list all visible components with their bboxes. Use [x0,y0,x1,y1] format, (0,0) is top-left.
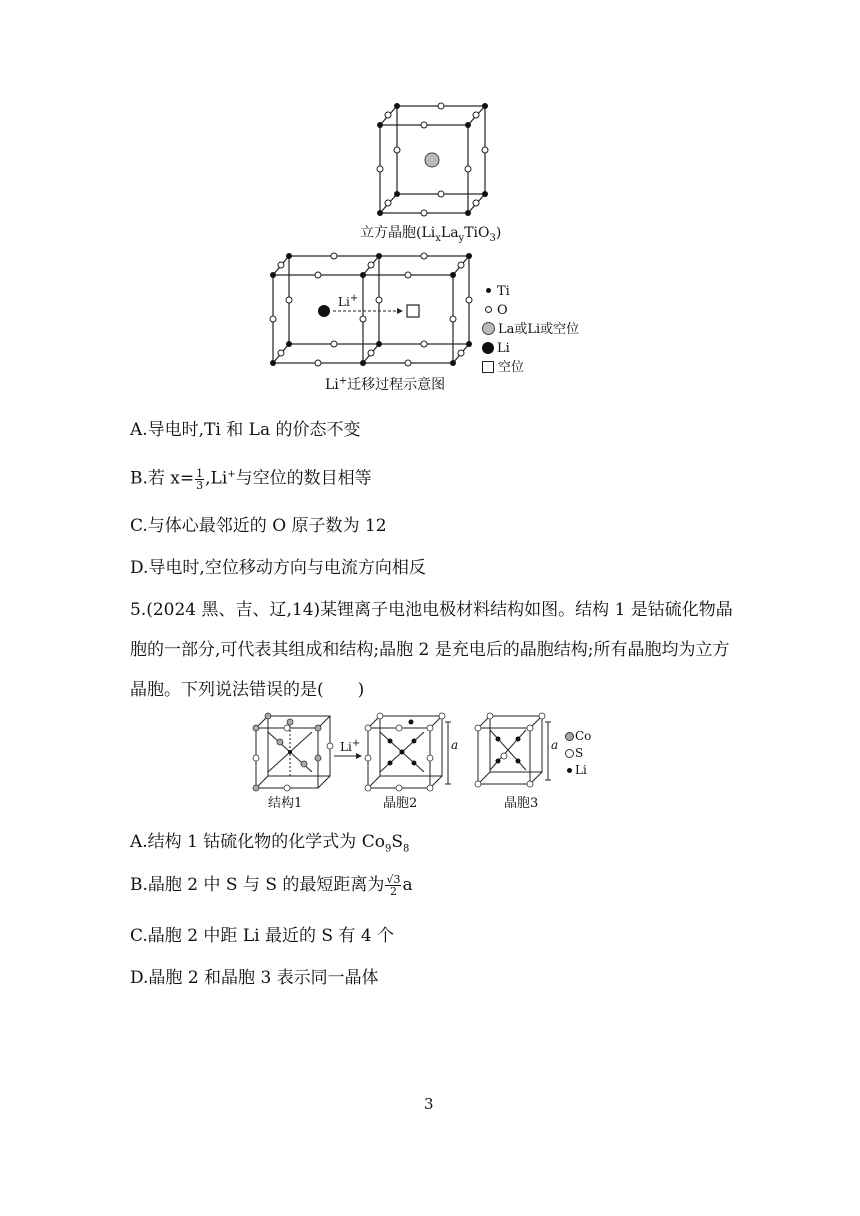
legend-li-label: Li [497,341,510,356]
q4-option-d: D.导电时,空位移动方向与电流方向相反 [130,558,426,578]
legend-la-label: La或Li或空位 [498,322,580,337]
q5-option-d: D.晶胞 2 和晶胞 3 表示同一晶体 [130,968,379,988]
q5-stem: 5.(2024 黑、吉、辽,14)某锂离子电池电极材料结构如图。结构 1 是钴硫化物晶胞的一部分,可代表其组成和结构;晶胞 2 是充电后的晶胞结构;所有晶胞均为立方晶胞。下列说法错误的是( ) [130,600,733,700]
q5-structures-figure [250,712,560,792]
caption-close: ) [495,225,502,241]
frac-den: 3 [196,478,204,492]
q5-a-prefix: A.结构 1 钴硫化物的化学式为 Co [130,832,385,852]
caption-li: Li [325,377,339,393]
cubic-cell-caption [360,222,501,244]
q5-b-prefix: B.晶胞 2 中 S 与 S 的最短距离为 [130,875,385,895]
dot-small-white-icon [485,306,492,313]
dot-gray-icon [565,732,574,741]
legend-s-label: S [575,746,584,760]
caption-la: La [440,225,459,241]
dot-white-icon [565,749,574,758]
caption-text: 立方晶胞(Li [360,225,436,241]
frac-den: 2 [389,885,397,898]
legend-la-li-vacancy [482,320,579,339]
dot-gray-icon [482,322,495,335]
cell3-edge-a: a [551,738,559,752]
caption-li-sup: + [338,375,348,387]
legend-li [482,339,579,358]
legend-vacancy [482,358,579,377]
caption-tio: TiO [464,225,490,241]
figure2-legend [482,282,579,377]
fraction-one-third [195,468,204,491]
fraction-sqrt3-over-2 [385,874,401,897]
caption-rest: 迁移过程示意图 [347,377,446,393]
li-arrow-label [338,293,358,309]
legend-co [565,728,591,745]
arrow-label-sup: + [349,293,359,304]
q5-b-suffix: a [402,875,413,895]
caption-sub-3: 3 [489,232,496,244]
q4-option-c: C.与体心最邻近的 O 原子数为 12 [130,516,387,536]
dot-large-black-icon [482,342,494,354]
q5-a-s: S [391,832,403,852]
li-migration-caption [325,374,445,394]
q5-arrow-li-text: Li [340,740,352,754]
legend-vacancy-label: 空位 [498,360,525,375]
square-vacancy-icon [482,361,494,373]
frac-num: 1 [196,466,204,480]
q4-option-b [130,463,372,491]
legend-li [565,762,591,779]
dot-black-icon [567,768,572,773]
q4-b-prefix: B.若 x= [130,468,195,489]
legend-o-label: O [497,303,508,318]
frac-num: √3 [386,873,401,886]
page-number: 3 [424,1095,434,1113]
q5-option-c: C.晶胞 2 中距 Li 最近的 S 有 4 个 [130,926,395,946]
legend-co-label: Co [575,729,592,743]
q4-b-sup: + [227,469,236,480]
label-cell3: 晶胞3 [504,796,539,811]
legend-s [565,745,591,762]
legend-o [482,301,579,320]
cubic-cell-figure [370,100,500,220]
q4-b-li: ,Li [205,468,228,489]
cell2-edge-a: a [451,738,459,752]
li-migration-figure [265,250,480,370]
arrow-label-li: Li [338,295,350,309]
caption-sub-x: x [435,232,441,244]
q5-arrow-li-sup: + [351,738,361,749]
label-cell2: 晶胞2 [383,796,418,811]
q4-option-a: A.导电时,Ti 和 La 的价态不变 [130,420,361,440]
legend-li-label: Li [575,763,587,777]
q5-arrow-li [340,738,360,754]
dot-small-black-icon [486,288,491,293]
caption-sub-y: y [458,232,465,244]
q5-option-b [130,873,413,897]
legend-ti [482,282,579,301]
label-structure1: 结构1 [268,796,303,811]
q4-b-suffix: 与空位的数目相等 [235,468,372,489]
q5-a-sub9: 9 [384,843,392,855]
legend-ti-label: Ti [497,284,510,299]
q5-legend [565,728,591,779]
q5-option-a [130,830,409,861]
q5-a-sub8: 8 [402,843,410,855]
